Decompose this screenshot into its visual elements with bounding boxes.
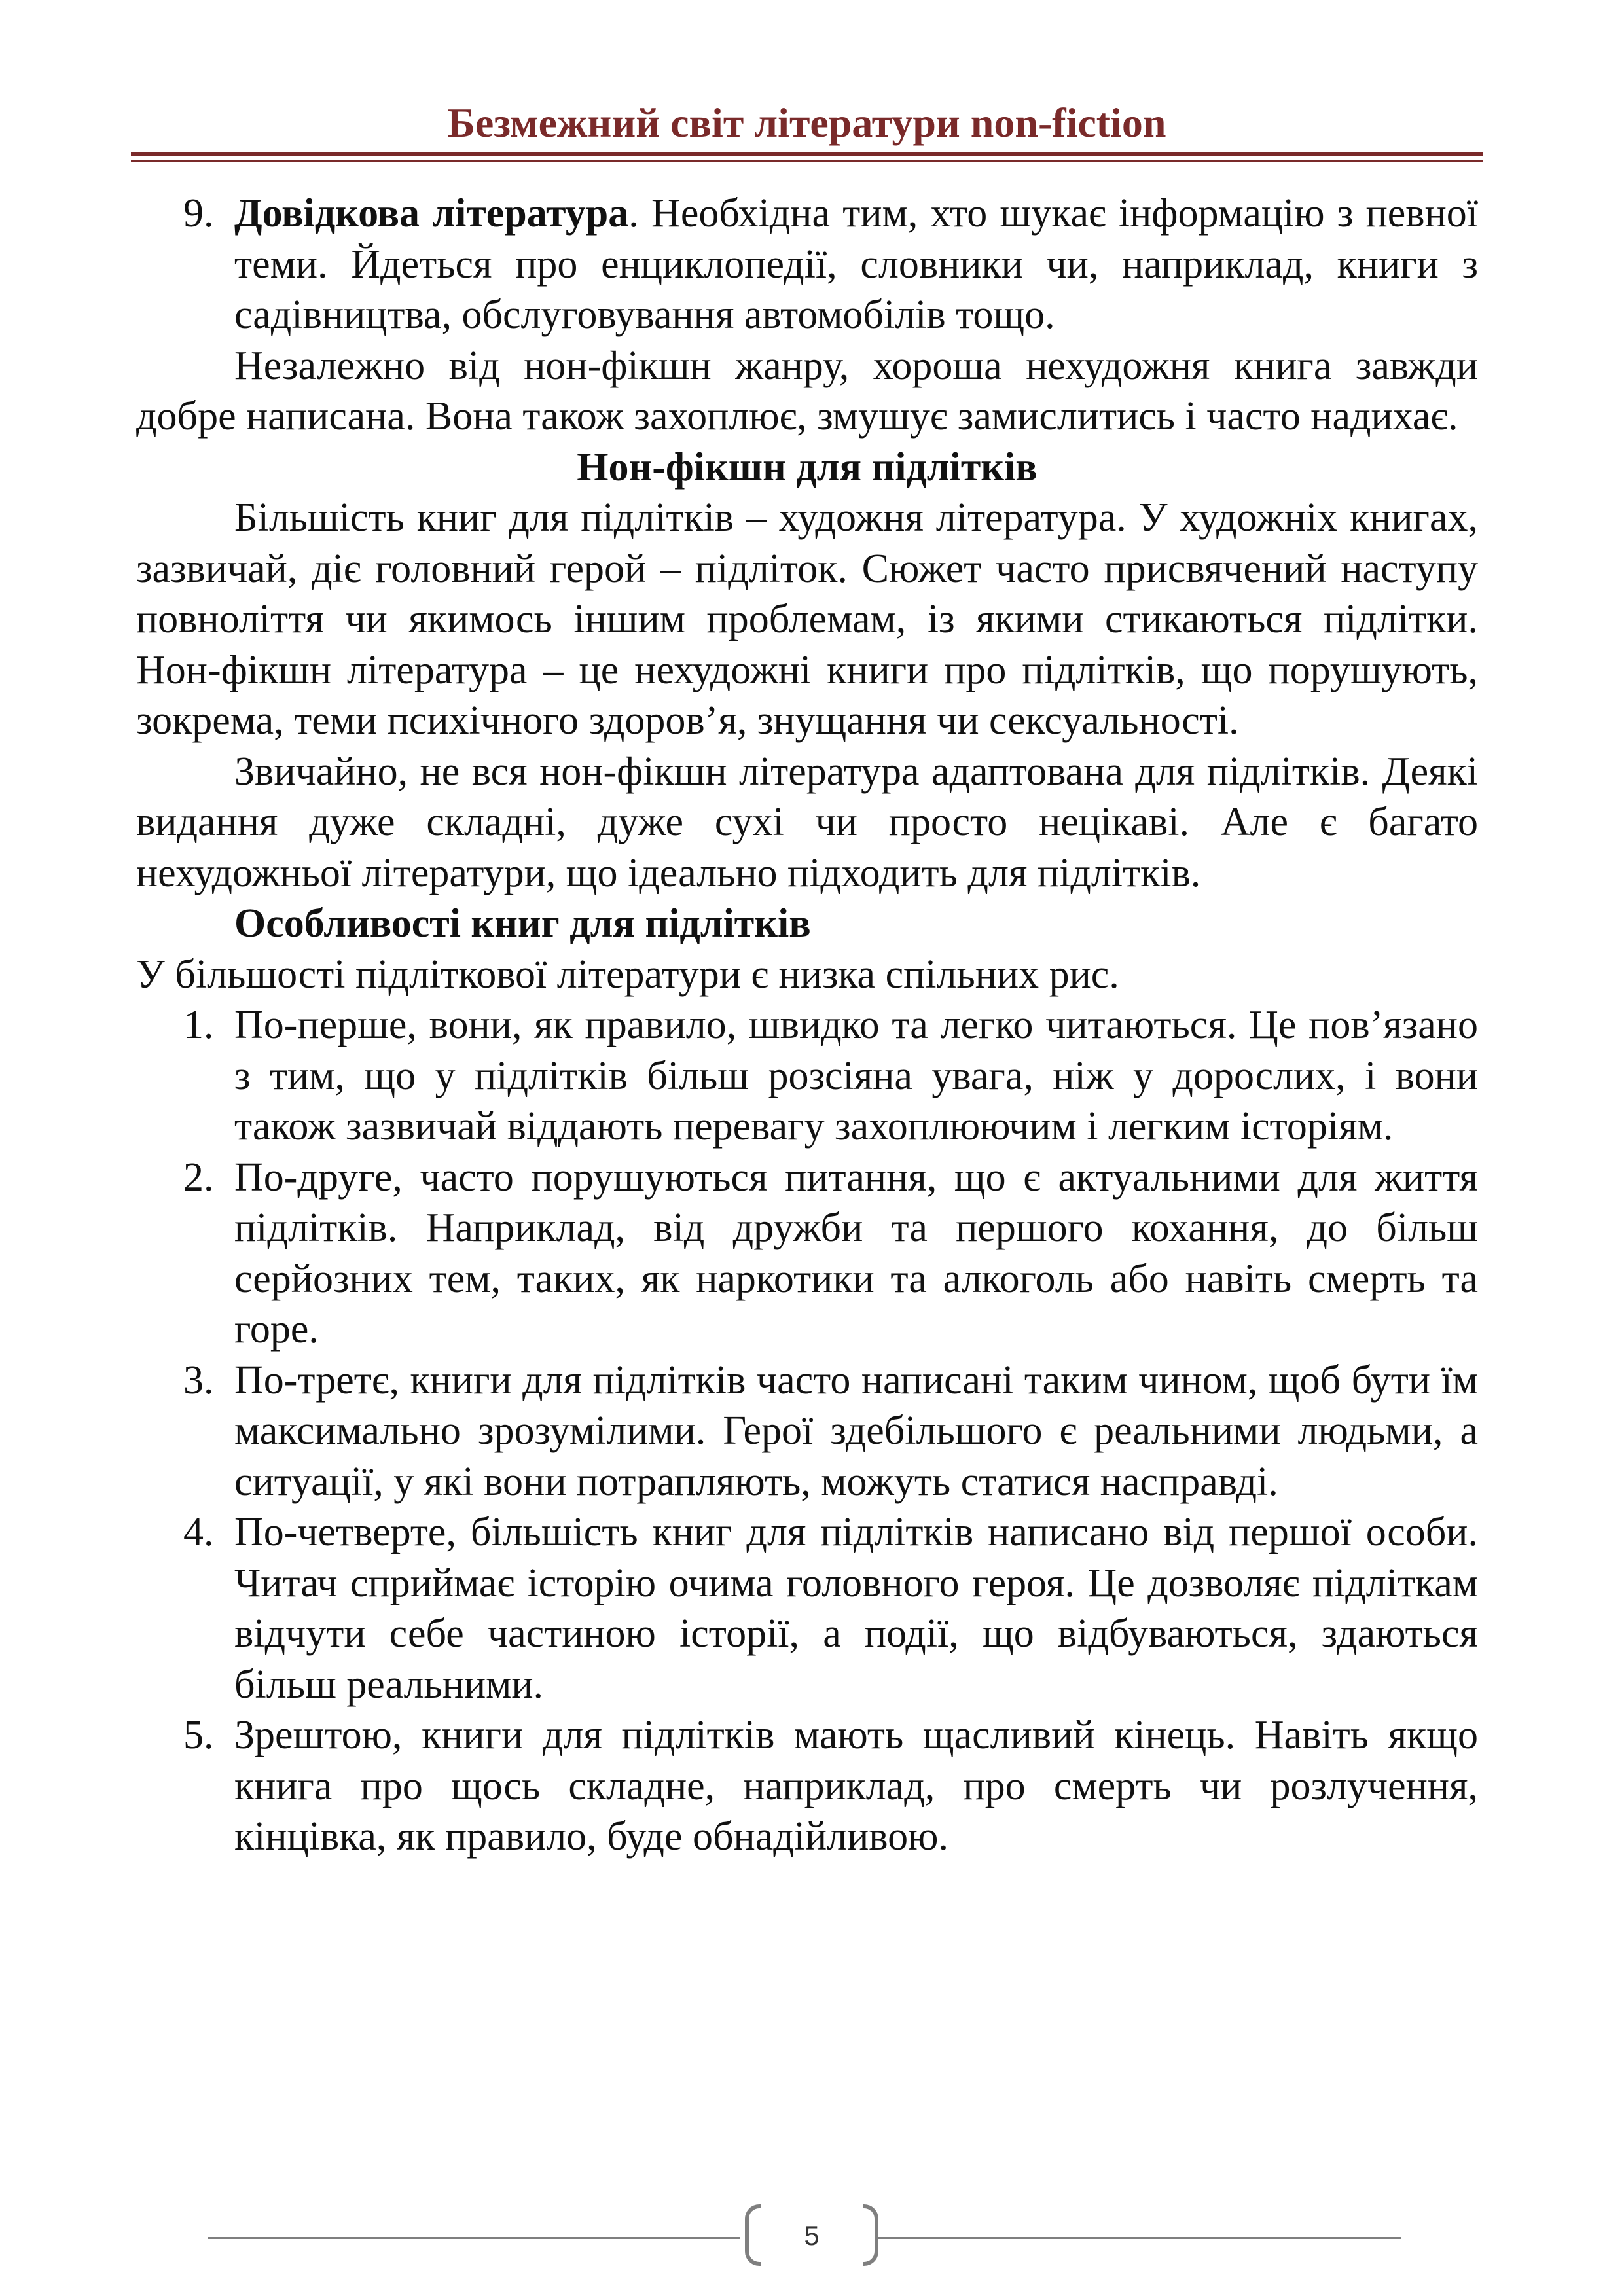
list-item bbox=[136, 1507, 1478, 1710]
footer-rule-right bbox=[877, 2237, 1401, 2239]
page-number: 5 bbox=[804, 2220, 820, 2251]
list-item-number: 5. bbox=[183, 1713, 214, 1757]
list-item-number: 4. bbox=[183, 1510, 214, 1554]
left-brace-icon bbox=[745, 2204, 761, 2266]
list-item-number: 3. bbox=[183, 1357, 214, 1403]
running-header-title: Безмежний світ літератури non-fiction bbox=[447, 99, 1166, 146]
list-item-number: 9. bbox=[183, 191, 214, 236]
list-item bbox=[136, 1153, 1478, 1355]
paragraph: Звичайно, не вся нон-фікшн література адаптована для підлітків. Деякі видання дуже складні, дуже сухі чи просто нецікаві. Але є багато нехудожньої літератури, що ідеально підходить для підлітків. bbox=[136, 749, 1478, 895]
list-item bbox=[136, 1000, 1478, 1153]
section-intro: У більшості підліткової літератури є низка спільних рис. bbox=[136, 952, 1119, 997]
section-heading-teens: Нон-фікшн для підлітків bbox=[577, 444, 1038, 490]
list-item-text: По-перше, вони, як правило, швидко та легко читаються. Це пов’язано з тим, що у підлітків більш розсіяна увага, ніж у дорослих, і вони також зазвичай віддають перевагу захоплюючим і легким історіям. bbox=[234, 1003, 1478, 1149]
list-item-text: По-друге, часто порушуються питання, що є актуальними для життя підлітків. Наприклад, від дружби та першого кохання, до більш серйозних тем, таких, як наркотики та алкоголь або навіть смерть та горе. bbox=[234, 1155, 1478, 1352]
list-item-9 bbox=[136, 188, 1478, 341]
list-item-number: 1. bbox=[183, 1003, 214, 1047]
section-heading-features: Особливості книг для підлітків bbox=[234, 901, 811, 946]
list-continued bbox=[136, 188, 1478, 341]
list-item bbox=[136, 1710, 1478, 1863]
paragraph: Незалежно від нон-фікшн жанру, хороша нехудожня книга завжди добре написана. Вона також захоплює, змушує замислитись і часто надихає. bbox=[136, 343, 1478, 439]
list-item bbox=[136, 1355, 1478, 1508]
list-item-text: . Необхідна тим, хто шукає інформацію з певної теми. Йдеться про енциклопедії, словники чи, наприклад, книги з садівництва, обслуговування автомобілів тощо. bbox=[234, 191, 1478, 337]
page-body bbox=[136, 188, 1478, 1863]
list-item-text: По-четверте, більшість книг для підлітків написано від першої особи. Читач сприймає історію очима головного героя. Це дозволяє підліткам відчути себе частиною історії, а події, що відбуваються, здаються більш реальними. bbox=[234, 1510, 1478, 1707]
header-rule bbox=[131, 152, 1483, 156]
paragraph: Більшість книг для підлітків – художня література. У художніх книгах, зазвичай, діє головний герой – підліток. Сюжет часто присвячений наступу повноліття чи якимось іншим проблемам, із якими стикаються підлітки. Нон-фікшн література – це нехудожні книги про підлітків, що порушують, зокрема, теми психічного здоров’я, знущання чи сексуальності. bbox=[136, 495, 1478, 743]
footer-rule-left bbox=[208, 2237, 740, 2239]
right-brace-icon bbox=[863, 2204, 878, 2266]
features-list bbox=[136, 1000, 1478, 1863]
list-item-number: 2. bbox=[183, 1155, 214, 1200]
page-footer bbox=[0, 2204, 1624, 2270]
list-item-term: Довідкова література bbox=[234, 191, 629, 236]
list-item-text: По-третє, книги для підлітків часто написані таким чином, щоб бути їм максимально зрозумілими. Герої здебільшого є реальними людьми, а ситуації, у які вони потрапляють, можуть статися насправді. bbox=[234, 1357, 1478, 1504]
header-rule-thin bbox=[131, 160, 1483, 162]
list-item-text: Зрештою, книги для підлітків мають щасливий кінець. Навіть якщо книга про щось складне, наприклад, про смерть чи розлучення, кінцівка, як правило, буде обнадійливою. bbox=[234, 1713, 1478, 1859]
